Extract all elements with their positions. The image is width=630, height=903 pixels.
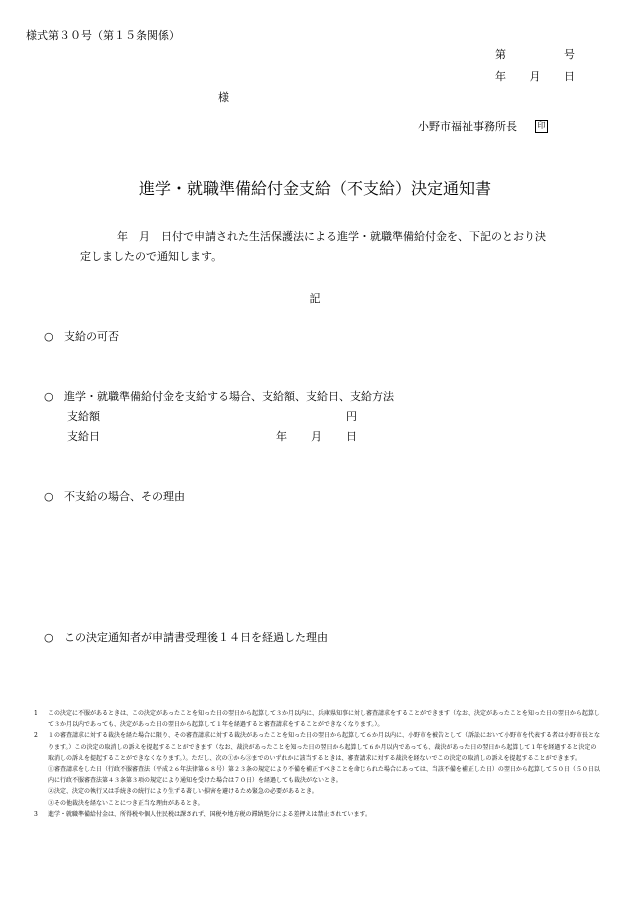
document-number: [495, 46, 575, 62]
item-payment-details-label: 進学・就職準備給付金を支給する場合、支給額、支給日、支給方法: [64, 390, 394, 403]
payment-date-month: 月: [311, 430, 322, 443]
item-delay-reason: [44, 629, 328, 645]
note-1-text: この決定に不服があるときは、この決定があったことを知った日の翌日から起算して３か月以内に、兵庫県知事に対し審査請求をすることができます（なお、決定があったことを知った日の翌日から起算して３か月以内であっても、決定があった日の翌日から起算して１年を経過すると審査請求をすることができなくなります。）。: [48, 710, 600, 729]
payment-date-year: 年: [276, 430, 287, 443]
note-2: [34, 730, 600, 764]
issue-date-day: 日: [564, 70, 575, 83]
recipient: 様: [218, 91, 229, 104]
item-payment-details: [44, 388, 394, 404]
issue-date-year: 年: [495, 70, 506, 83]
circle-bullet-icon: ○: [44, 490, 54, 503]
doc-number-suffix: 号: [564, 48, 575, 61]
payment-date-day: 日: [346, 430, 357, 443]
note-3-text: 進学・就職準備給付金は、所得税や個人住民税は課されず、国税や地方税の滞納処分による差押えは禁止されています。: [48, 810, 372, 818]
note-1: [34, 708, 600, 730]
item-delay-reason-label: この決定通知者が申請書受理後１４日を経過した理由: [64, 631, 328, 644]
circle-bullet-icon: ○: [44, 330, 54, 343]
notes-section: [34, 708, 600, 820]
item-non-payment-reason-label: 不支給の場合、その理由: [64, 490, 185, 503]
sender-name: 小野市福祉事務所長: [418, 120, 517, 133]
intro-line-1: 年 月 日付で申請された生活保護法による進学・就職準備給付金を、下記のとおり決: [117, 230, 546, 243]
doc-number-prefix: 第: [495, 48, 506, 61]
payment-date-row: [67, 428, 357, 444]
note-2-number: 2: [34, 732, 38, 740]
note-3-number: 3: [34, 810, 38, 818]
payment-date-label: 支給日: [67, 430, 100, 443]
note-2-sub-1: ①審査請求をした日（行政不服審査法（平成２６年法律第６８号）第２３条の規定により不備を補正すべきことを命じられた場合にあっては、当該不備を補正した日）の翌日から起算して５０日（５０日以内に行政不服審査法第４３条第３項の規定により通知を受けた場合は７０日）を経過しても裁決がないとき。: [48, 766, 600, 785]
intro-line-2: 定しましたので通知します。: [80, 250, 223, 263]
note-2-text: １の審査請求に対する裁決を経た場合に限り、その審査請求に対する裁決があったことを知った日の翌日から起算して６か月以内に、小野市を被告として（訴訟において小野市を代表する者は小野市長となります。）この決定の取消しの訴えを提起することができます（なお、裁決があったことを知った日の翌日から起算して６か月以内であっても、裁決があった日の翌日から起算して１年を経過すると決定の取消しの訴えを提起することができなくなります。）。ただし、次の①から③までのいずれかに該当するときは、審査請求に対する裁決を経ないでこの決定の取消しの訴えを提起することができます。: [48, 732, 600, 762]
payment-amount-label: 支給額: [67, 410, 100, 423]
circle-bullet-icon: ○: [44, 390, 54, 403]
item-approval-label: 支給の可否: [64, 330, 119, 343]
ki-heading: 記: [309, 292, 321, 305]
circle-bullet-icon: ○: [44, 631, 54, 644]
seal-icon: 印: [535, 120, 548, 133]
payment-amount-row: [67, 408, 357, 424]
issue-date: [495, 68, 575, 84]
item-approval: [44, 328, 119, 344]
form-number: 様式第３０号（第１５条関係）: [26, 29, 180, 42]
payment-amount-unit: 円: [346, 410, 357, 423]
document-title: 進学・就職準備給付金支給（不支給）決定通知書: [138, 179, 491, 198]
note-2-sub-2: ②決定、決定の執行又は手続きの続行により生ずる著しい損害を避けるため緊急の必要があるとき。: [48, 788, 318, 796]
issue-date-month: 月: [529, 70, 541, 83]
payment-date-fields: [276, 428, 357, 444]
note-2-sub-3: ③その他裁決を経ないことにつき正当な理由があるとき。: [48, 799, 204, 807]
item-non-payment-reason: [44, 488, 185, 504]
note-1-number: 1: [34, 710, 38, 717]
sender: [418, 118, 548, 134]
note-3: [34, 809, 600, 820]
